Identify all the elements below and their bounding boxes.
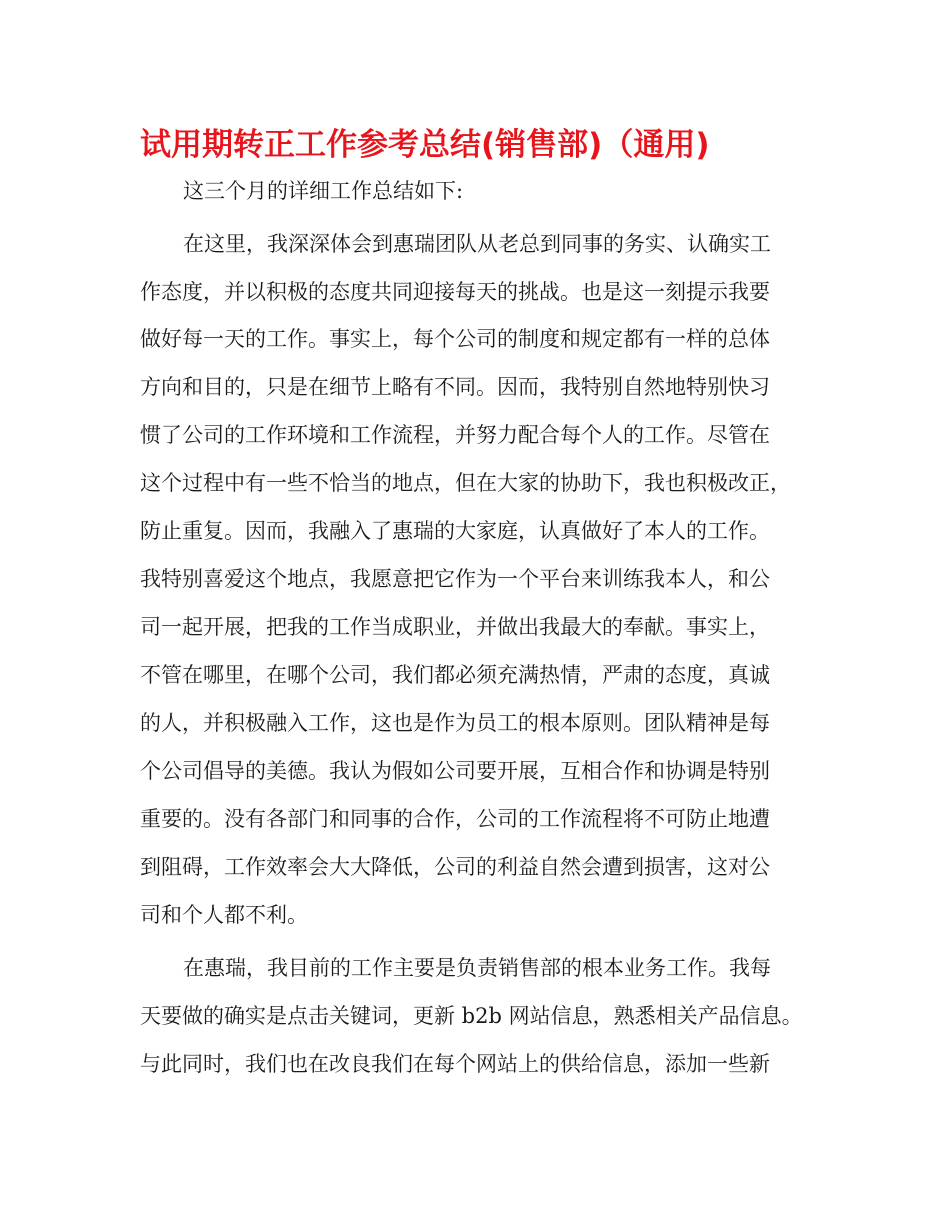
paragraph-line: 我特别喜爱这个地点，我愿意把它作为一个平台来训练我本人，和公 <box>140 567 770 591</box>
paragraph-line: 不管在哪里，在哪个公司，我们都必须充满热情，严肃的态度，真诚 <box>140 663 770 687</box>
paragraph-line: 做好每一天的工作。事实上，每个公司的制度和规定都有一样的总体 <box>140 327 770 351</box>
paragraph-line: 惯了公司的工作环境和工作流程，并努力配合每个人的工作。尽管在 <box>140 423 770 447</box>
paragraph-line: 的人，并积极融入工作，这也是作为员工的根本原则。团队精神是每 <box>140 711 770 735</box>
paragraph-line: 司一起开展，把我的工作当成职业，并做出我最大的奉献。事实上， <box>140 615 770 639</box>
paragraph-line: 重要的。没有各部门和同事的合作，公司的工作流程将不可防止地遭 <box>140 807 770 831</box>
paragraph-line: 天要做的确实是点击关键词，更新 b2b 网站信息，熟悉相关产品信息。 <box>140 1004 803 1028</box>
paragraph-line: 这三个月的详细工作总结如下: <box>183 179 464 203</box>
paragraph-line: 防止重复。因而，我融入了惠瑞的大家庭，认真做好了本人的工作。 <box>140 519 770 543</box>
paragraph-line: 在惠瑞，我目前的工作主要是负责销售部的根本业务工作。我每 <box>183 956 771 980</box>
paragraph-line: 与此同时，我们也在改良我们在每个网站上的供给信息，添加一些新 <box>140 1052 770 1076</box>
paragraph-line: 在这里，我深深体会到惠瑞团队从老总到同事的务实、认确实工 <box>183 232 771 256</box>
paragraph-line: 这个过程中有一些不恰当的地点，但在大家的协助下，我也积极改正， <box>140 471 791 495</box>
paragraph-line: 个公司倡导的美德。我认为假如公司要开展，互相合作和协调是特别 <box>140 759 770 783</box>
paragraph-line: 司和个人都不利。 <box>140 903 308 927</box>
paragraph-line: 作态度，并以积极的态度共同迎接每天的挑战。也是这一刻提示我要 <box>140 280 770 304</box>
paragraph-line: 方向和目的，只是在细节上略有不同。因而，我特别自然地特别快习 <box>140 375 770 399</box>
document-title: 试用期转正工作参考总结(销售部)（通用) <box>140 127 710 163</box>
paragraph-line: 到阻碍，工作效率会大大降低，公司的利益自然会遭到损害，这对公 <box>140 855 770 879</box>
